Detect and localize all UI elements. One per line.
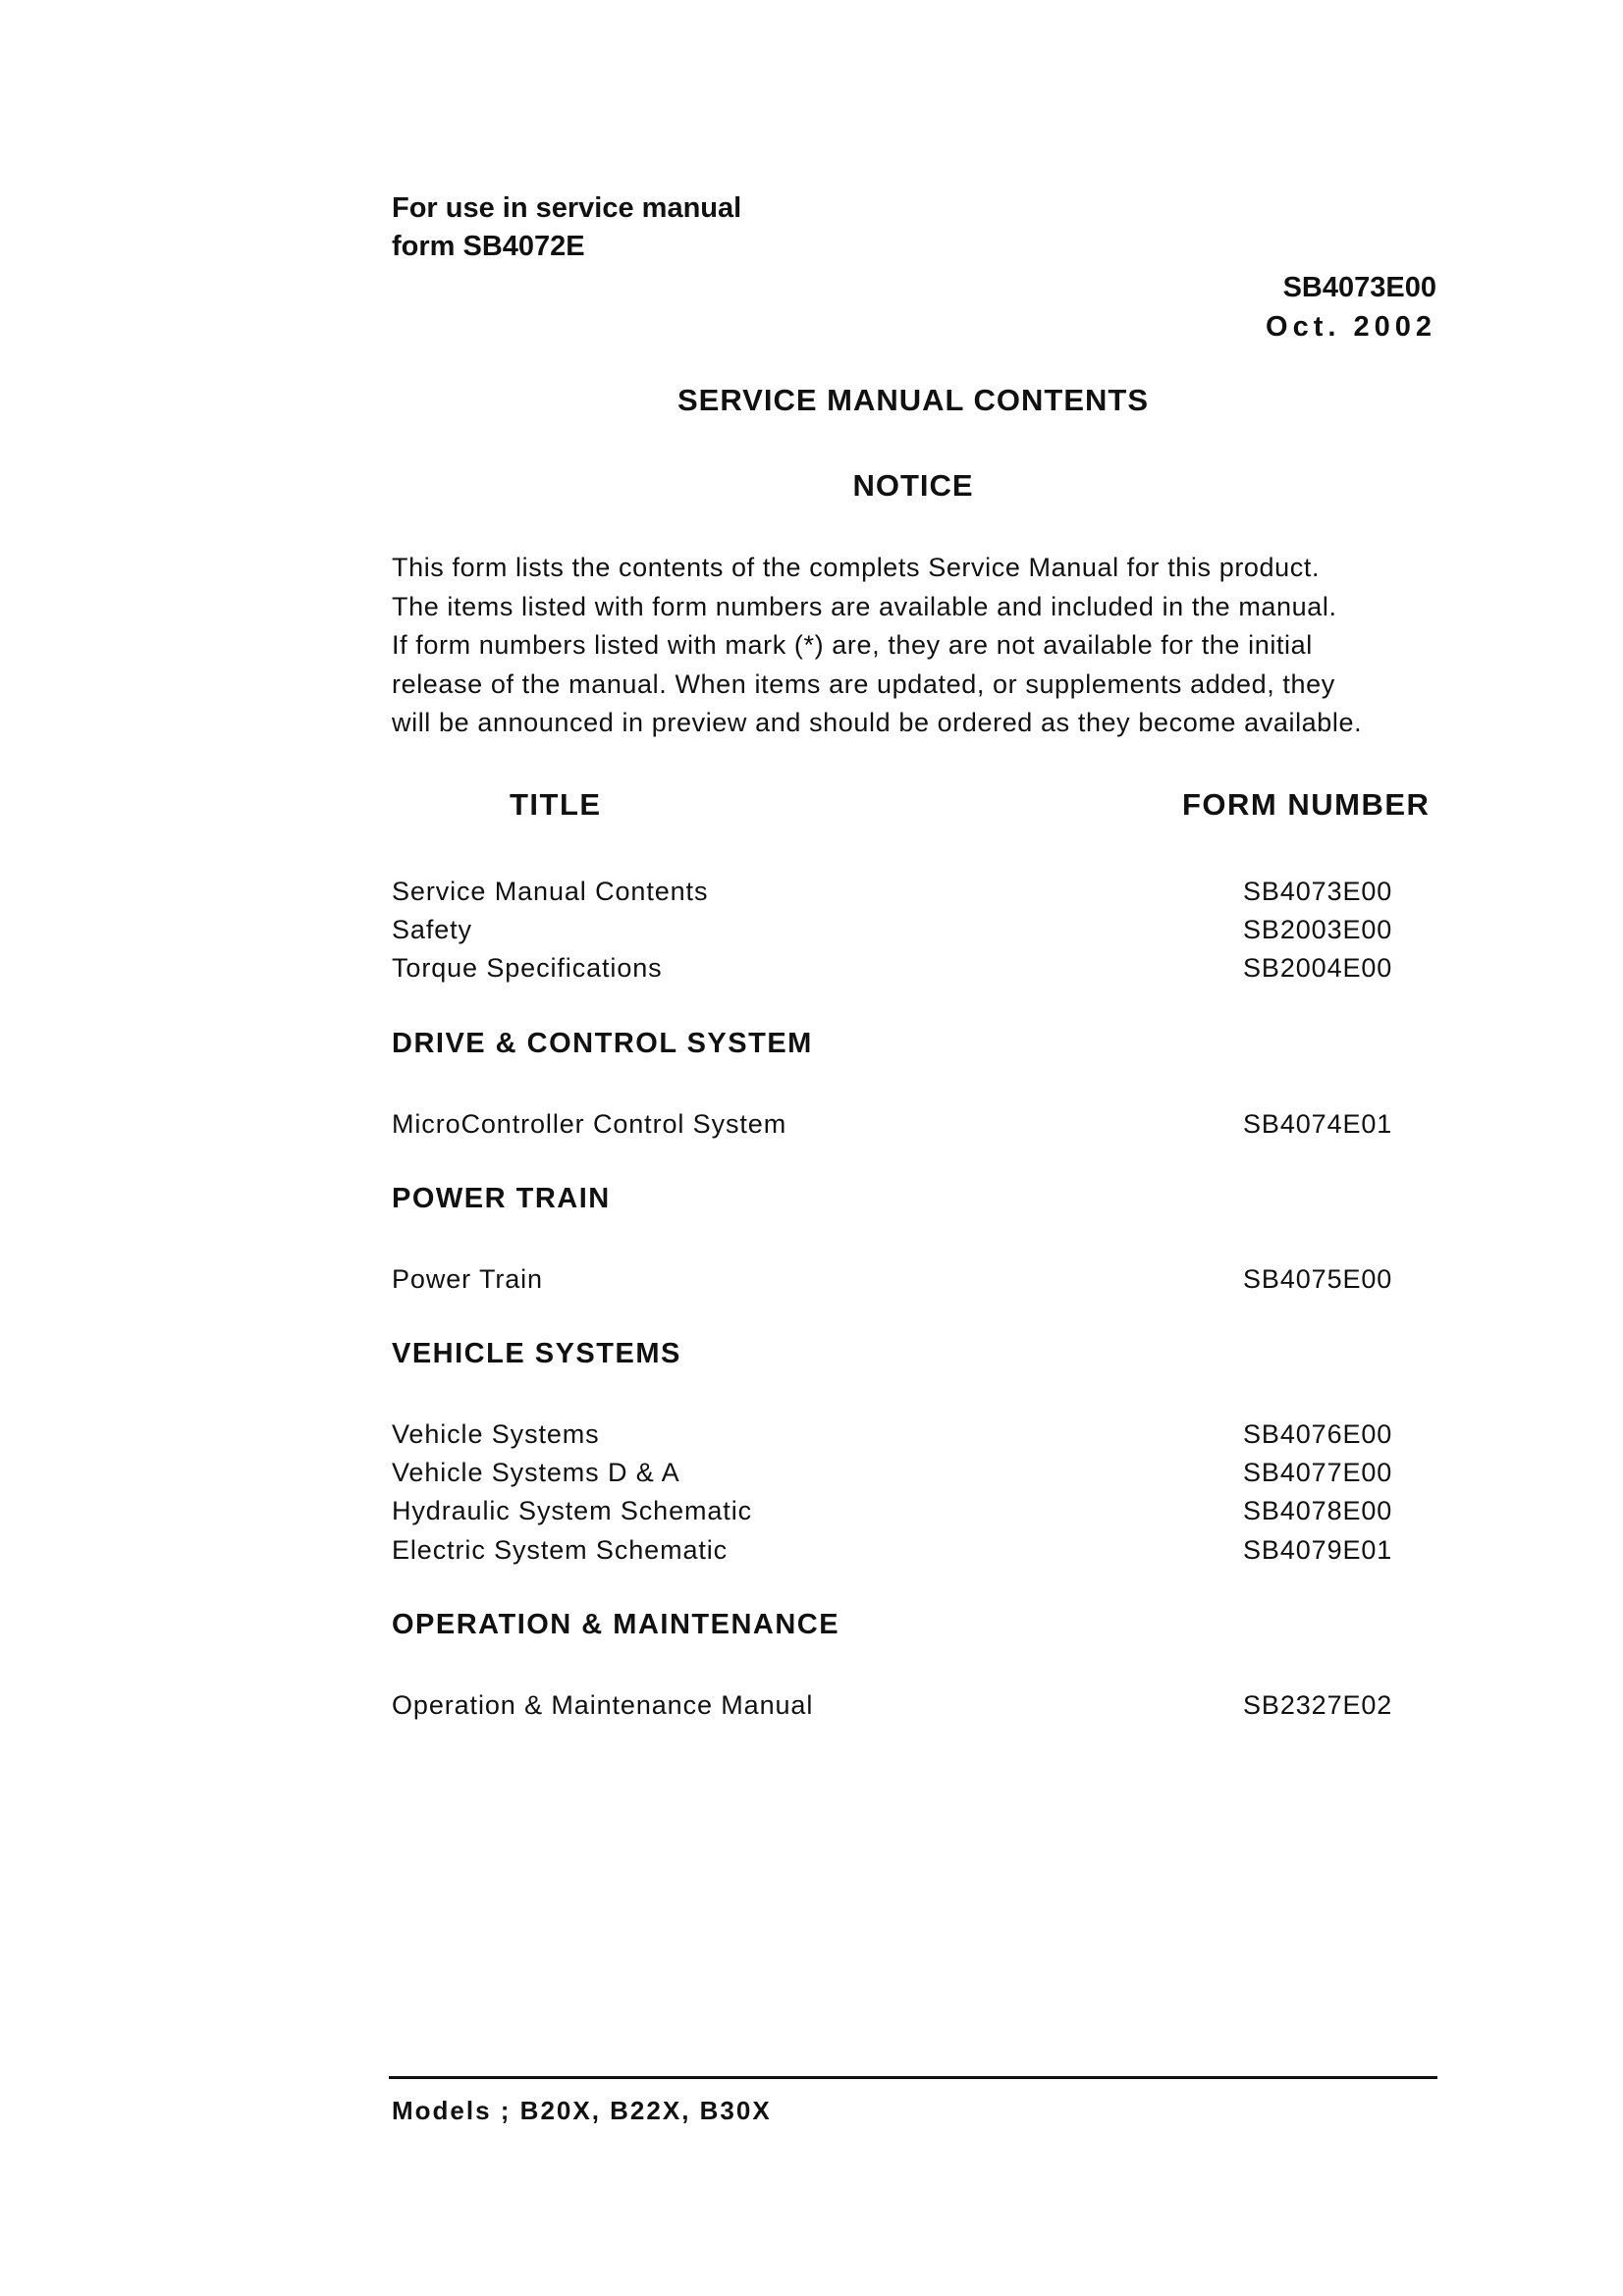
usage-line-2: form SB4072E xyxy=(392,231,585,262)
section-heading-drive-control: DRIVE & CONTROL SYSTEM xyxy=(392,1028,813,1059)
notice-line: will be announced in preview and should be ordered as they become available. xyxy=(392,708,1363,737)
document-number: SB4073E00 xyxy=(1282,272,1436,303)
list-item-form-number: SB4076E00 xyxy=(1243,1419,1393,1449)
list-item-form-number: SB4077E00 xyxy=(1243,1458,1393,1487)
usage-line-1: For use in service manual xyxy=(392,192,742,224)
section-heading-operation-maintenance: OPERATION & MAINTENANCE xyxy=(392,1609,840,1640)
list-item-title: Hydraulic System Schematic xyxy=(392,1496,753,1525)
list-item-form-number: SB4079E01 xyxy=(1243,1535,1393,1565)
notice-heading: NOTICE xyxy=(852,468,974,503)
list-item-form-number: SB2004E00 xyxy=(1243,953,1393,983)
list-item-title: Safety xyxy=(392,915,472,944)
footer-models: Models ; B20X, B22X, B30X xyxy=(392,2096,772,2125)
list-item-form-number: SB2003E00 xyxy=(1243,915,1393,944)
column-header-form-number: FORM NUMBER xyxy=(1182,787,1431,822)
list-item-title: Operation & Maintenance Manual xyxy=(392,1690,814,1720)
page-title: SERVICE MANUAL CONTENTS xyxy=(676,383,1149,417)
list-item-title: Power Train xyxy=(392,1264,543,1294)
list-item-form-number: SB4078E00 xyxy=(1243,1496,1393,1525)
document-date: Oct. 2002 xyxy=(1266,311,1436,343)
footer-divider xyxy=(389,2076,1437,2079)
section-heading-vehicle-systems: VEHICLE SYSTEMS xyxy=(392,1338,681,1369)
list-item-form-number: SB4074E01 xyxy=(1243,1109,1393,1139)
notice-line: This form lists the contents of the complets Service Manual for this product. xyxy=(392,553,1321,582)
notice-text xyxy=(392,549,1362,743)
notice-line: release of the manual. When items are updated, or supplements added, they xyxy=(392,668,1335,699)
notice-line: The items listed with form numbers are available and included in the manual. xyxy=(392,591,1337,621)
notice-line: If form numbers listed with mark (*) are, they are not available for the initial xyxy=(392,630,1313,660)
list-item-form-number: SB4073E00 xyxy=(1243,877,1393,906)
list-item-title: Electric System Schematic xyxy=(392,1535,729,1565)
section-heading-power-train: POWER TRAIN xyxy=(392,1183,611,1214)
column-header-title: TITLE xyxy=(510,787,602,822)
list-item-form-number: SB2327E02 xyxy=(1243,1690,1393,1720)
list-item-title: Vehicle Systems xyxy=(392,1419,600,1449)
list-item-title: MicroController Control System xyxy=(392,1109,787,1139)
list-item-title: Vehicle Systems D & A xyxy=(392,1458,680,1487)
list-item-title: Service Manual Contents xyxy=(392,877,709,906)
list-item-form-number: SB4075E00 xyxy=(1243,1264,1393,1294)
list-item-title: Torque Specifications xyxy=(392,953,663,983)
